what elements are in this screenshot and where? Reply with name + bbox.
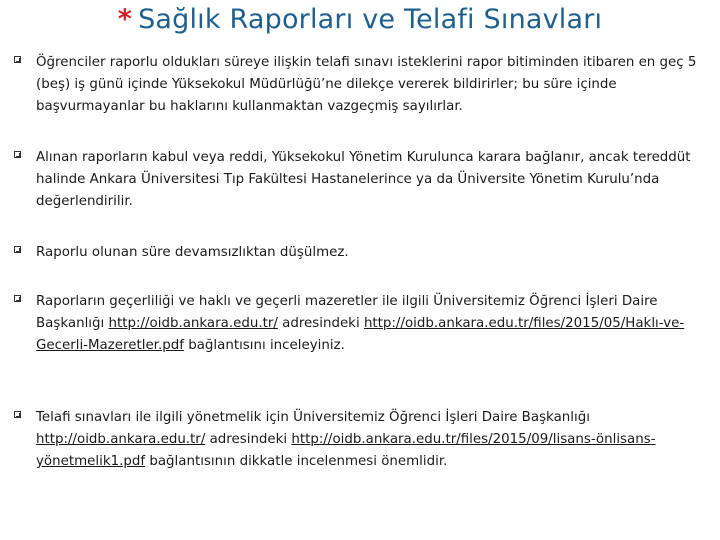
list-item <box>14 407 704 473</box>
list-item <box>14 52 704 118</box>
title-star-icon: * <box>117 4 133 35</box>
oidb-home-link[interactable]: http://oidb.ankara.edu.tr/ <box>36 432 206 447</box>
yonetmelik-pdf-link[interactable]: http://oidb.ankara.edu.tr/files/2015/09/lisans-önlisans-yönetmelik1.pdf <box>36 432 656 469</box>
bullet-icon <box>14 151 21 158</box>
bullet-icon <box>14 411 21 418</box>
item-text-b: adresindeki <box>282 316 360 331</box>
item-text-a: Raporların geçerliliği ve haklı ve geçerli mazeretler ile ilgili Üniversitemiz Öğrenci İşleri Daire Başkanlığı <box>36 294 658 331</box>
page-title <box>0 4 720 35</box>
bullet-icon <box>14 295 21 302</box>
item-text: Alınan raporların kabul veya reddi, Yüksekokul Yönetim Kurulunca karara bağlanır, ancak tereddüt halinde Ankara Üniversitesi Tıp Fakültesi Hastanelerince ya da Üniversite Yönetim Kurulu’nda değerlendirilir. <box>36 150 691 209</box>
list-item <box>14 291 704 357</box>
list-item <box>14 242 704 264</box>
bullet-icon <box>14 56 21 63</box>
item-text-c: bağlantısının dikkatle incelenmesi önemlidir. <box>149 454 448 469</box>
item-text <box>36 407 704 473</box>
item-text <box>36 291 704 357</box>
item-text-a: Telafi sınavları ile ilgili yönetmelik için Üniversitemiz Öğrenci İşleri Daire Başkanlığı <box>36 410 590 425</box>
title-text: Sağlık Raporları ve Telafi Sınavları <box>138 4 603 35</box>
list-item <box>14 147 704 213</box>
item-text: Raporlu olunan süre devamsızlıktan düşülmez. <box>36 245 349 260</box>
oidb-home-link[interactable]: http://oidb.ankara.edu.tr/ <box>108 316 278 331</box>
item-text-b: adresindeki <box>209 432 288 447</box>
item-text: Öğrenciler raporlu oldukları süreye ilişkin telafi sınavı isteklerini rapor bitiminden itibaren en geç 5 (beş) iş günü içinde Yüksekokul Müdürlüğü’ne dilekçe vererek bildirirler; bu süre içinde başvurmayanlar bu haklarını kullanmaktan vazgeçmiş sayılırlar. <box>36 55 697 114</box>
bullet-icon <box>14 246 21 253</box>
mazeretler-pdf-link[interactable]: http://oidb.ankara.edu.tr/files/2015/05/Haklı-ve-Gecerli-Mazeretler.pdf <box>36 316 685 353</box>
item-text-c: bağlantısını inceleyiniz. <box>188 338 345 353</box>
